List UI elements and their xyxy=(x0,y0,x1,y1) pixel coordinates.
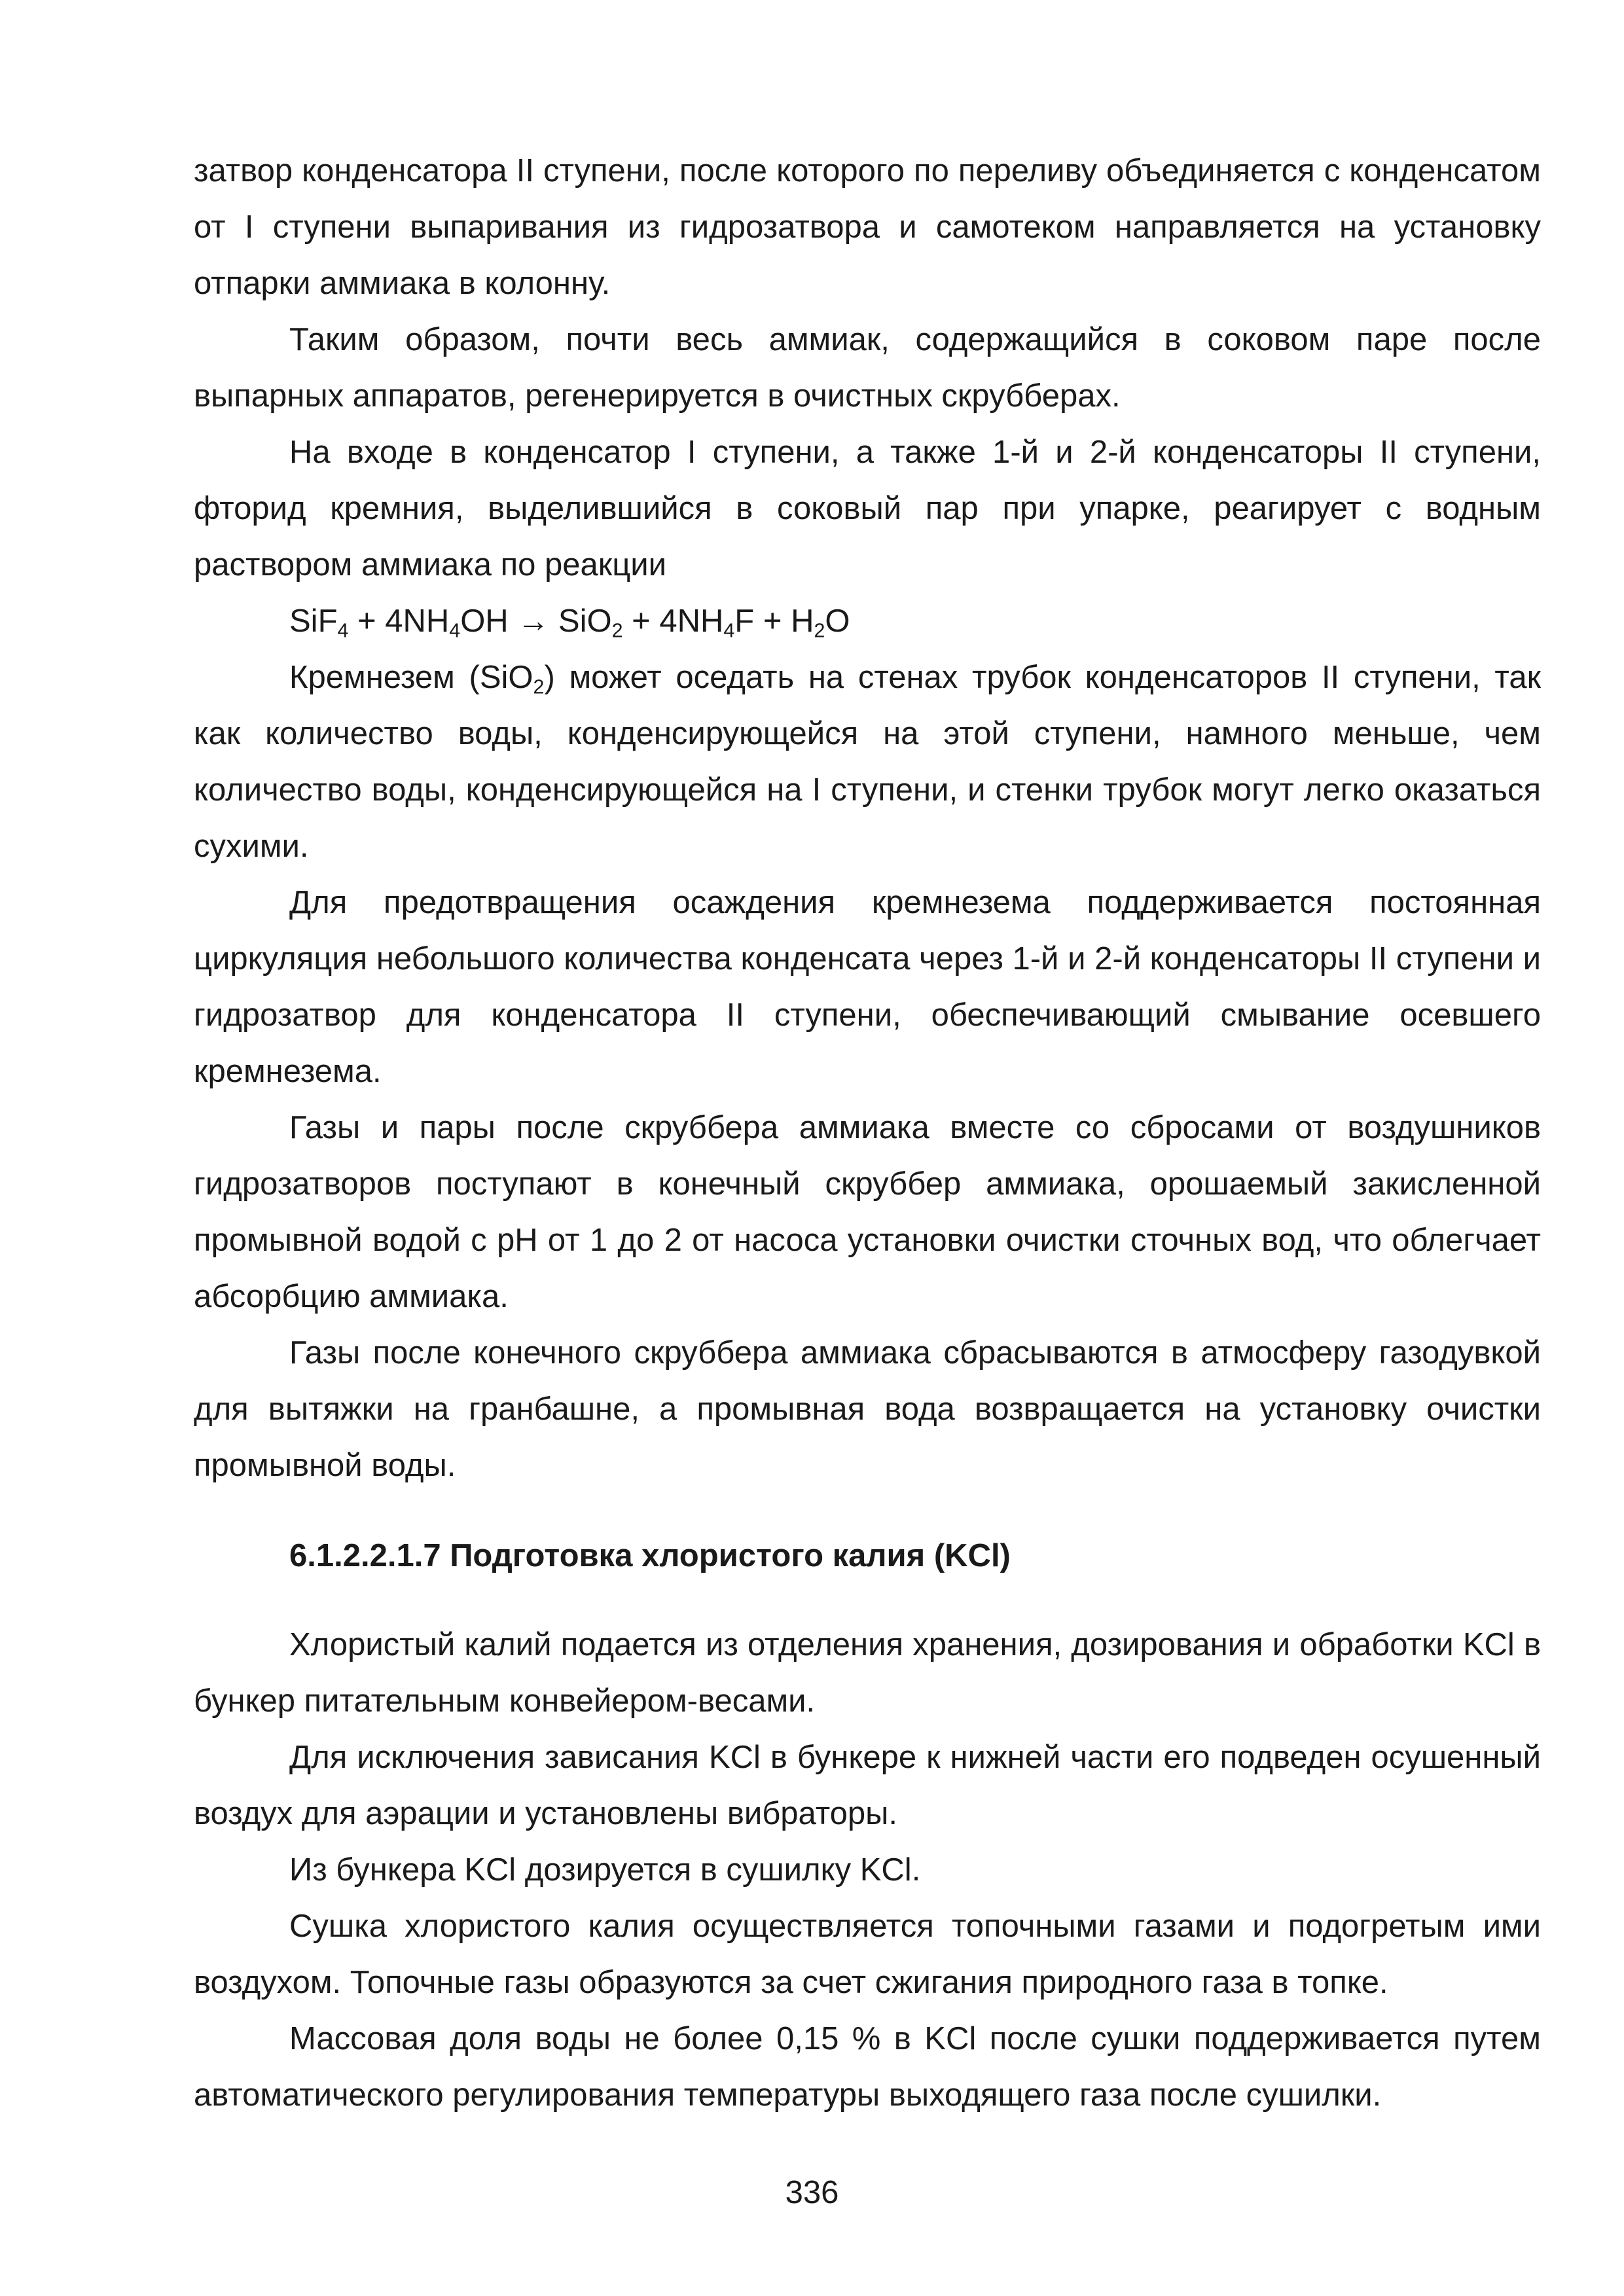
formula-subscript: 4 xyxy=(449,619,461,642)
formula-subscript: 2 xyxy=(611,619,623,642)
formula-part: O xyxy=(825,603,850,639)
paragraph-gas-release: Газы после конечного скруббера аммиака сбрасываются в атмосферу газодувкой для вытяжки на гранбашне, а промывная вода возвращается на установку очистки промывной воды. xyxy=(194,1335,1541,1483)
paragraph-kcl-aeration: Для исключения зависания KCl в бункере к нижней части его подведен осушенный воздух для аэрации и установлены вибраторы. xyxy=(194,1740,1541,1831)
silica-subscript: 2 xyxy=(533,675,545,698)
formula-part: OH → SiO xyxy=(460,603,612,639)
paragraph-silica-deposition xyxy=(194,649,1541,874)
chemical-equation xyxy=(194,593,1541,649)
formula-subscript: 4 xyxy=(337,619,349,642)
page-number: 336 xyxy=(785,2175,839,2210)
paragraph-kcl-drying: Сушка хлористого калия осуществляется топочными газами и подогретым ими воздухом. Топочные газы образуются за счет сжигания природного газа в топке. xyxy=(194,1909,1541,2000)
silica-text-rest: ) может оседать на стенах трубок конденсаторов II ступени, так как количество воды, конденсирующейся на этой ступени, намного меньше, чем количество воды, конденсирующейся на I ступени, и стенки трубок могут легко оказаться сухими. xyxy=(194,660,1542,864)
formula-subscript: 4 xyxy=(723,619,735,642)
paragraph-kcl-dosing: Из бункера KCl дозируется в сушилку KCl. xyxy=(289,1852,921,1888)
formula-part: F + H xyxy=(734,603,814,639)
paragraph-ammonia-regeneration: Таким образом, почти весь аммиак, содержащийся в соковом паре после выпарных аппаратов, регенерируется в очистных скрубберах. xyxy=(194,322,1541,414)
paragraph-kcl-moisture: Массовая доля воды не более 0,15 % в KCl после сушки поддерживается путем автоматического регулирования температуры выходящего газа после сушилки. xyxy=(194,2021,1541,2113)
body-text xyxy=(194,143,1541,2123)
formula-part: + 4NH xyxy=(623,603,724,639)
formula-part: + 4NH xyxy=(348,603,450,639)
paragraph-condensate-continuation: затвор конденсатора II ступени, после которого по переливу объединяется с конденсатом от I ступени выпаривания из гидрозатвора и самотеком направляется на установку отпарки аммиака в колонну. xyxy=(194,153,1541,301)
paragraph-silicon-fluoride-reaction: На входе в конденсатор I ступени, а также 1-й и 2-й конденсаторы II ступени, фторид кремния, выделившийся в соковый пар при упарке, реагирует с водным раствором аммиака по реакции xyxy=(194,435,1541,583)
paragraph-final-scrubber: Газы и пары после скруббера аммиака вместе со сбросами от воздушников гидрозатворов поступают в конечный скруббер аммиака, орошаемый закисленной промывной водой с pH от 1 до 2 от насоса установки очистки сточных вод, что облегчает абсорбцию аммиака. xyxy=(194,1110,1541,1314)
formula-subscript: 2 xyxy=(814,619,825,642)
section-heading: 6.1.2.2.1.7 Подготовка хлористого калия (KCl) xyxy=(289,1538,1011,1573)
paragraph-kcl-supply: Хлористый калий подается из отделения хранения, дозирования и обработки KCl в бункер питательным конвейером-весами. xyxy=(194,1627,1541,1719)
formula-part: SiF xyxy=(289,603,338,639)
silica-text-start: Кремнезем (SiO xyxy=(289,660,533,695)
paragraph-silica-prevention: Для предотвращения осаждения кремнезема поддерживается постоянная циркуляция небольшого количества конденсата через 1-й и 2-й конденсаторы II ступени и гидрозатвор для конденсатора II ступени, обеспечивающий смывание осевшего кремнезема. xyxy=(194,885,1541,1089)
